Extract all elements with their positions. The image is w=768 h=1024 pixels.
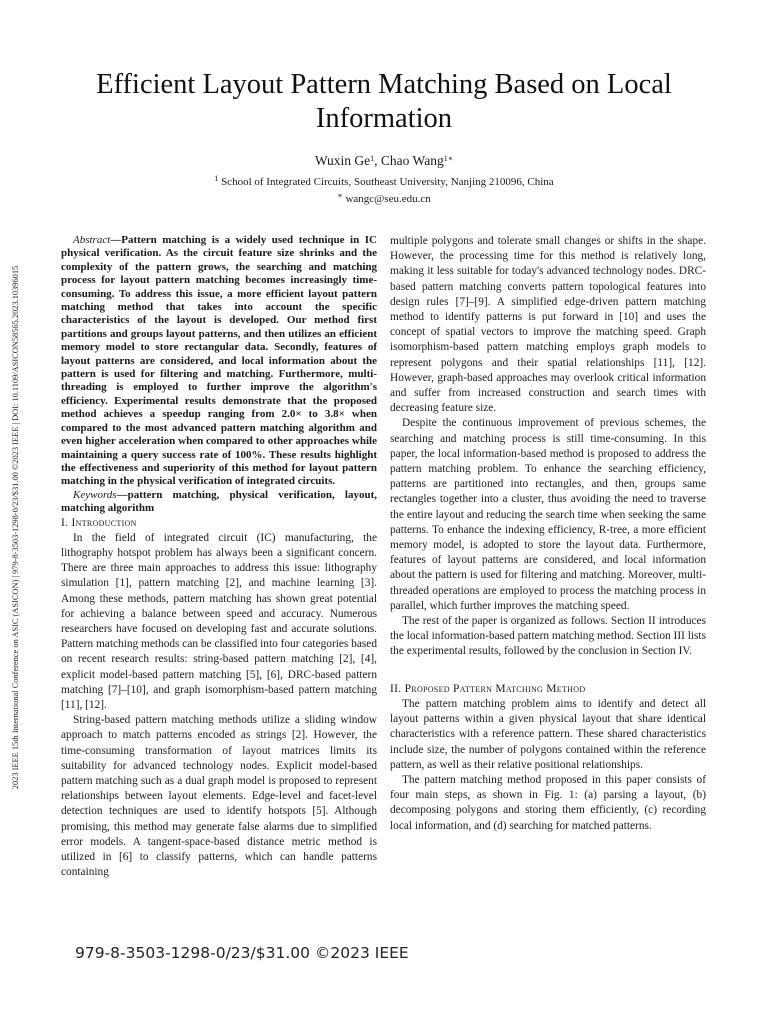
- paragraph: multiple polygons and tolerate small changes or shifts in the shape. However, the processing time for this method is relatively long, making it less suitable for today's advanced technology nodes. DRC-based pattern matching converts pattern topological features into design rules [7]–[9]. A simplified edge-driven pattern matching method to identify patterns is put forward in [10] and uses the concept of spatial vectors to improve the matching speed. Graph isomorphism-based pattern matching employs graph models to represent polygons and their spatial relationships [11], [12]. However, graph-based approaches may overlook critical information and suffer from increased construction and search times with decreasing feature size.: [390, 235, 706, 415]
- section-heading: [61, 516, 377, 531]
- author-line: [40, 153, 728, 169]
- author-separator: ,: [374, 153, 381, 168]
- section-heading: [390, 682, 706, 697]
- keywords: [61, 489, 377, 516]
- paragraph: Despite the continuous improvement of previous schemes, the searching and matching process is still time-consuming. In this paper, the local information-based method is proposed to address the pattern matching problem. To enhance the searching efficiency, patterns are partitioned into rectangles, and then, groups same rectangles together into a cluster, thus avoiding the need to traverse the entire layout and reducing the search time when seeking the same patterns. To enhance the indexing efficiency, R-tree, a more efficient memory model, is adopted to store the layout data. Furthermore, features of layout patterns are considered, and local information about the pattern is used for filtering and matching. Moreover, multi-threaded operations are employed to process the matching process in parallel, which further improves the matching speed.: [390, 417, 706, 612]
- section-title: Introduction: [71, 516, 137, 529]
- paragraph: In the field of integrated circuit (IC) manufacturing, the lithography hotspot problem has always been a significant concern. There are three main approaches to address this issue: lithography simulation [1], pattern matching [2], and machine learning [3]. Among these methods, pattern matching has shown great potential for achieving a balance between speed and accuracy. Numerous researchers have focused on developing fast and accurate solutions. Pattern matching methods can be classified into four categories based on recent research results: string-based pattern matching [2], [4], explicit model-based pattern matching [5], [6], DRC-based pattern matching [7]–[10], and graph isomorphism-based pattern matching [11], [12].: [61, 531, 377, 711]
- copyright-footer: 979-8-3503-1298-0/23/$31.00 ©2023 IEEE: [75, 944, 409, 962]
- section-number: I.: [61, 516, 72, 529]
- keywords-label: Keywords: [73, 488, 117, 501]
- section-title: Proposed Pattern Matching Method: [404, 682, 586, 695]
- paragraph: The rest of the paper is organized as follows. Section II introduces the local information-based pattern matching method. Section III lists the experimental results, followed by the conclusion in Section IV.: [390, 615, 706, 658]
- paragraph: The pattern matching method proposed in this paper consists of four main steps, as shown in Fig. 1: (a) parsing a layout, (b) decomposing polygons and storing them efficiently, (c) recording local information, and (d) searching for matched patterns.: [390, 773, 706, 832]
- author-affil-mark: 1∗: [443, 154, 454, 163]
- left-column: [61, 234, 377, 880]
- paragraph: String-based pattern matching methods utilize a sliding window approach to match patterns encoded as strings [2]. However, the time-consuming transformation of layout matrices limits its suitability for advanced technology nodes. Explicit model-based pattern matching such as a dual graph model is proposed to represent relationships between layout elements. Edge-level and facet-level detection techniques are used to identify hotspots [5]. Although promising, this method may generate false alarms due to simplified error models. A tangent-space-based distance metric method is utilized in [6] to classify patterns, which can handle patterns containing: [61, 714, 377, 879]
- author-email: [40, 193, 728, 205]
- affiliation-text: School of Integrated Circuits, Southeast University, Nanjing 210096, China: [221, 176, 554, 188]
- abstract-text: —Pattern matching is a widely used technique in IC physical verification. As the circuit feature size shrinks and the complexity of the pattern grows, the searching and matching process for layout pattern matching becomes increasingly time-consuming. To address this issue, a more efficient layout pattern matching method that takes into account the specific characteristics of the layout is developed. Our method first partitions and groups layout patterns, and then utilizes an efficient memory model to store rectangular data. Secondly, features of layout patterns are considered, and local information about the pattern is used for filtering and matching. Furthermore, multi-threading is employed to further improve the algorithm's efficiency. Experimental results demonstrate that the proposed method achieves a speedup ranging from 2.0× to 3.8× when compared to the most advanced pattern matching algorithm and even higher acceleration when compared to other approaches while maintaining a query success rate of 100%. These results highlight the effectiveness and superiority of this method for layout pattern matching in the physical verification of integrated circuits.: [61, 234, 377, 488]
- email-text: wangc@seu.edu.cn: [345, 193, 431, 205]
- abstract: [61, 234, 377, 489]
- sidebar-text: 2023 IEEE 15th International Conference on ASIC (ASICON) | 979-8-3503-1298-0/23/$31.00 ©2023 IEEE | DOI: 10.1109/ASICON58565.2023.10396015: [11, 265, 21, 790]
- author-affil-mark: 1: [370, 154, 375, 163]
- affiliation: [40, 176, 728, 188]
- affiliation-mark: 1: [214, 174, 219, 183]
- paper-title: Efficient Layout Pattern Matching Based on Local Information: [96, 69, 672, 134]
- email-mark: ∗: [337, 191, 343, 200]
- section-number: II.: [390, 682, 405, 695]
- sidebar-doi-strip: [8, 190, 24, 865]
- keywords-text: —pattern matching, physical verification, layout, matching algorithm: [61, 488, 377, 515]
- abstract-label: Abstract: [73, 234, 111, 246]
- author-name: Wuxin Ge: [314, 153, 371, 168]
- author-name: Chao Wang: [380, 153, 444, 168]
- right-column: [390, 234, 706, 834]
- paragraph: The pattern matching problem aims to identify and detect all layout patterns within a given physical layout that share identical characteristics with a reference pattern. These shared characteristics include size, the number of polygons contained within the reference pattern, as well as their relative positional relationships.: [390, 697, 706, 771]
